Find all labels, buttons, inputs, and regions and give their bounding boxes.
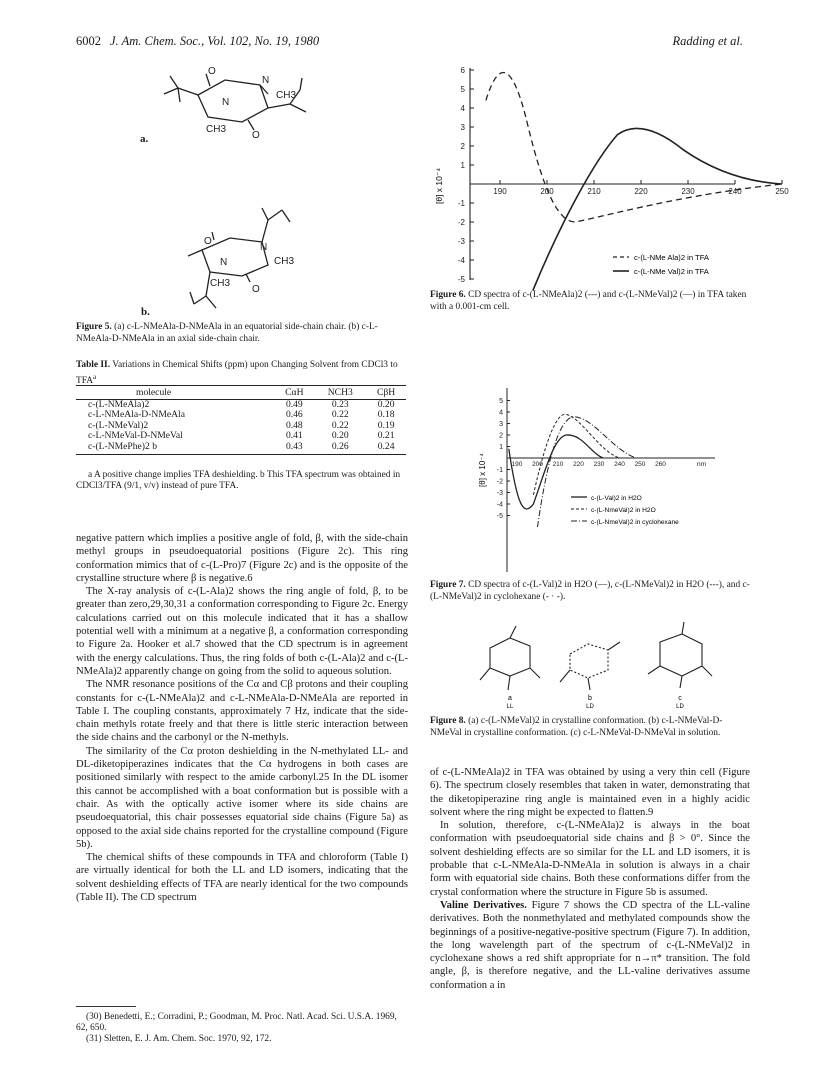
f5b-nitrogen-right: N (260, 242, 268, 253)
figure-8-caption-label: Figure 8. (430, 716, 466, 726)
figure-7-ytick-label: -4 (496, 501, 503, 509)
page-number: 6002 (76, 34, 101, 48)
f5a-methyl-right: CH3 (276, 90, 297, 101)
f5b-nitrogen-left: N (220, 257, 228, 268)
left-paragraph-2: The X-ray analysis of c-(L-Ala)2 shows the ring angle of fold, β, to be greater than zero,29,30,31 a conformation corresponding to Figure 2c. Energy calculations carried out on this molecule indicated that it has a shallow potential well with a minimum at a negative β, a conformation corresponding to Figure 2a. Hooker et al.7 showed that the CD spectrum is in agreement with the energy calculations. Thus, the ring folds of both c-(L-Ala)2 and c-(L-NMeAla)2 apparently change on going from the solid to aqueous solution. (76, 586, 408, 677)
figure-7-ytick-label: -1 (496, 467, 503, 474)
figure-6-xtick-label: 220 (634, 187, 648, 196)
left-paragraph-5: The chemical shifts of these compounds in TFA and chloroform (Table I) are virtually identical for both the LL and LD isomers, indicating that the solvent deshielding effects of TFA are nearly identical for the two compounds (Table II). The CD spectrum (76, 852, 408, 904)
figure-5-caption-label: Figure 5. (76, 322, 112, 332)
right-paragraph-3 (430, 899, 750, 992)
table-cell: c-(L-NMePhe)2 b (76, 442, 274, 455)
figure-5b-label: b. (141, 306, 150, 318)
table-cell: 0.41 (285, 430, 303, 442)
figure-7-legend-1: c-(L-Val)2 in H2O (591, 495, 642, 502)
figure-6-ytick-label: -4 (457, 256, 465, 265)
footnotes (76, 1012, 408, 1046)
f5a-nitrogen-left: N (222, 97, 230, 108)
table-2-title-label: Table II. (76, 360, 111, 370)
figure-6-xtick-label: 240 (728, 187, 742, 196)
figure-6-ytick-label: 6 (460, 66, 465, 75)
table-2-header-row (76, 386, 406, 400)
figure-6-caption (430, 290, 750, 313)
figure-6-xtick-label: 190 (493, 187, 507, 196)
table-cell: 0.26 (314, 442, 366, 455)
figure-6-ytick-label: 1 (460, 161, 465, 170)
table-cell: 0.46 (285, 409, 303, 421)
figure-7-series-nmeval-h2o (533, 414, 619, 495)
f5a-oxygen-bottom: O (252, 130, 260, 141)
figure-6-ytick-label: 4 (460, 104, 465, 113)
figure-7-caption (430, 580, 750, 603)
fig8-sub-b: b (588, 695, 592, 702)
figure-6-chart (430, 58, 789, 290)
footnote-divider (76, 1006, 136, 1007)
figure-8-caption-text: (a) c-(L-NMeVal)2 in crystalline conformation. (b) c-L-NMeVal-D-NMeVal in crystalline conformation. (c) c-L-NMeVal-D-NMeVal in solution. (430, 716, 723, 738)
figure-5-structures (150, 60, 340, 330)
figure-7-ytick-label: 2 (499, 432, 503, 440)
figure-7-xtick-label: 220 (573, 461, 584, 468)
right-paragraph-1: of c-(L-NMeAla)2 in TFA was obtained by using a very thin cell (Figure 6). The spectrum closely resembles that taken in water, demonstrating that the diketopiperazine ring angle is maintained even in a highly acidic solvent where the ring might be expected to flatten.9 (430, 767, 750, 818)
left-paragraph-1: negative pattern which implies a positive angle of fold, β, with the side-chain methyl groups in pseudoequatorial positions (Figure 2c). This ring conformation mimics that of c-(L-Pro)7 (Figure 2c) and is the opposite of the crystalline structure where β is negative.6 (76, 533, 408, 584)
figure-7-ytick-label: -3 (496, 490, 503, 497)
figure-6-xtick-label: 200 (540, 187, 554, 196)
figure-6-ytick-label: 2 (460, 142, 465, 151)
figure-7-xtick-label: 250 (634, 461, 646, 468)
figure-6-legend-1: c-(L-NMe Ala)2 in TFA (634, 253, 709, 262)
figure-7-ytick-label: 5 (499, 398, 503, 405)
right-paragraph-3-text: Figure 7 shows the CD spectra of the LL-valine derivatives. Both the nonmethylated and methylated compounds show the beginnings of a positive-negative-positive spectrum (Figure 7). In addition, the long wavelength part of the spectrum of c-(L-NMeVal)2 in cyclohexane shows a red shift appropriate for n→π* transition. The fold angle, β, is therefore negative, and the LL-valine derivatives assume conformation a in (430, 899, 750, 991)
right-column-body (430, 766, 750, 992)
figure-6-caption-text: CD spectra of c-(L-NMeAla)2 (---) and c-(L-NMeVal)2 (—) in TFA taken with a 0.001-cm cell. (430, 290, 747, 312)
figure-5a-label: a. (140, 133, 149, 145)
figure-7-ytick-label: 3 (499, 421, 503, 428)
figure-6-ytick-label: -5 (457, 275, 465, 284)
figure-7-ylabel: [θ] x 10⁻⁴ (478, 453, 487, 487)
table-cell: 0.22 (331, 409, 349, 421)
fig8-sub-a: a (508, 695, 512, 702)
f5b-methyl-right: CH3 (274, 256, 295, 267)
table-cell: 0.48 (285, 419, 303, 431)
figure-6-series-nmeala (486, 73, 782, 222)
figure-5-caption-text: (a) c-L-NMeAla-D-NMeAla in an equatorial side-chain chair. (b) c-L-NMeAla-D-NMeAla in an axial side-chain chair. (76, 322, 378, 344)
figure-7-ytick-label: 1 (499, 444, 503, 451)
right-paragraph-2: In solution, therefore, c-(L-NMeAla)2 is always in the boat conformation with pseudoequatorial side chains and β > 0°. Since the solvent deshielding effects are so similar for the LL and LD isomers, it is probable that c-L-NMeAla-D-NMeAla in solution is always in a chair form with equatorial side chains. Both these conformations differ from the crystal conformation where the structure in Figure 5b is assumed. (430, 820, 750, 898)
figure-6-xtick-label: 230 (681, 187, 695, 196)
f5b-oxygen-top: O (204, 236, 212, 247)
figure-7-xtick-label: 190 (511, 461, 523, 468)
table-cell: 0.18 (377, 409, 395, 421)
table-2 (76, 385, 406, 455)
table-cell: 0.19 (377, 419, 395, 431)
figure-7-caption-label: Figure 7. (430, 580, 466, 590)
figure-5-caption (76, 322, 406, 345)
col-header-cbeta: CβH (366, 386, 406, 400)
figure-6-xtick-label: 250 (775, 187, 789, 196)
figure-6-ytick-label: -1 (457, 199, 465, 208)
f5a-methyl-left: CH3 (206, 124, 227, 135)
figure-8-structures (470, 618, 730, 708)
left-paragraph-4: The similarity of the Cα proton deshielding in the N-methylated LL- and DL-diketopiperazines indicates that the Cα hydrogens in both cases are positioned similarly with respect to the amide carbonyl.25 In the DL isomer this cannot be accomplished with a boat conformation but is possible with a chair. As with the optically active isomer where its side chains are pseudoequatorial, this chair possesses equatorial side chains (Figure 5a) as opposed to the axial side chains reported for the crystalline compound (Figure 5b). (76, 745, 408, 850)
left-column-body (76, 532, 408, 904)
col-header-molecule: molecule (76, 386, 274, 400)
col-header-nch3: NCH3 (314, 386, 366, 400)
table-row (76, 442, 406, 455)
figure-6-ytick-label: 3 (460, 123, 465, 132)
figure-6-xtick-label: 210 (587, 187, 601, 196)
figure-6-ylabel: [θ] x 10⁻⁴ (434, 167, 444, 205)
figure-8-caption (430, 716, 750, 739)
table-cell: 0.49 (285, 399, 303, 410)
figure-7-caption-text: CD spectra of c-(L-Val)2 in H2O (—), c-(L-NMeVal)2 in H2O (---), and c-(L-NMeVal)2 in cyclohexane (- · -). (430, 580, 750, 602)
table-cell: 0.43 (274, 442, 314, 455)
figure-7-xtick-label: 240 (614, 461, 625, 468)
section-heading-valine: Valine Derivatives. (440, 899, 527, 911)
f5b-oxygen-bottom: O (252, 284, 260, 295)
fig8-sub-c: c (678, 695, 682, 702)
figure-7-xtick-label: 260 (655, 461, 666, 468)
figure-6-ytick-label: -3 (457, 237, 465, 246)
table-cell: c-(L-NMeAla)2 (88, 399, 150, 410)
table-2-footnote: a A positive change implies TFA deshielding. b This TFA spectrum was obtained in CDCl3/TFA (9/1, v/v) instead of pure TFA. (76, 470, 401, 492)
footnote-31: (31) Sletten, E. J. Am. Chem. Soc. 1970, 92, 172. (86, 1034, 272, 1045)
table-cell: 0.21 (377, 430, 395, 442)
figure-7-xtick-label: 230 (593, 461, 605, 468)
figure-7-chart (475, 382, 725, 578)
figure-7-xtick-label: 200 (532, 461, 543, 468)
left-paragraph-3: The NMR resonance positions of the Cα and Cβ protons and their coupling constants for c-(L-NMeAla)2 and c-L-NMeAla-D-NMeAla are reported in Table I. The coupling constants, approximately 7 Hz, indicate that the side-chain methyls rotate freely and that there is little steric interaction between the side chains and the carbonyl or the N-methyls. (76, 679, 408, 744)
table-cell: 0.22 (331, 419, 349, 431)
f5a-oxygen-top: O (208, 66, 216, 77)
table-cell: 0.20 (331, 430, 349, 442)
figure-7-ytick-label: -2 (496, 478, 503, 486)
journal-citation: J. Am. Chem. Soc., Vol. 102, No. 19, 1980 (110, 34, 320, 48)
table-cell: 0.20 (377, 399, 395, 410)
figure-7-ytick-label: -5 (496, 513, 503, 520)
fig8-conf-c: LD (676, 704, 684, 710)
table-2-title-mark: a (93, 372, 97, 381)
figure-7-legend-3: c-(L-NmeVal)2 in cyclohexane (591, 519, 679, 526)
col-header-calpha: CαH (274, 386, 314, 400)
figure-7-series-val-h2o (509, 435, 603, 509)
table-2-title (76, 360, 406, 387)
table-cell: 0.24 (366, 442, 406, 455)
footnote-30: (30) Benedetti, E.; Corradini, P.; Goodman, M. Proc. Natl. Acad. Sci. U.S.A. 1969, 62, 650. (76, 1012, 397, 1034)
figure-6-ytick-label: -2 (457, 218, 465, 227)
table-2-title-text: Variations in Chemical Shifts (ppm) upon Changing Solvent from CDCl3 to TFA (76, 360, 398, 386)
figure-6-caption-label: Figure 6. (430, 290, 466, 300)
figure-7-xtick-label: 210 (552, 461, 564, 468)
figure-6-ytick-label: 5 (460, 85, 465, 94)
figure-7-legend-2: c-(L-NmeVal)2 in H2O (591, 507, 656, 514)
figure-7-xtick-label: nm (696, 461, 707, 468)
table-cell: c-(L-NMeVal)2 (88, 419, 149, 431)
table-cell: c-L-NMeAla-D-NMeAla (88, 409, 185, 421)
fig8-conf-a: LL (506, 704, 514, 710)
fig8-conf-b: LD (586, 704, 594, 710)
figure-7-ytick-label: 4 (499, 409, 503, 417)
table-cell: 0.23 (331, 399, 349, 410)
table-cell: c-L-NMeVal-D-NMeVal (88, 430, 183, 442)
running-authors: Radding et al. (672, 34, 743, 48)
f5b-methyl-left: CH3 (210, 278, 231, 289)
f5a-nitrogen-right: N (262, 75, 270, 86)
figure-6-legend-2: c-(L-NMe Val)2 in TFA (634, 267, 709, 276)
